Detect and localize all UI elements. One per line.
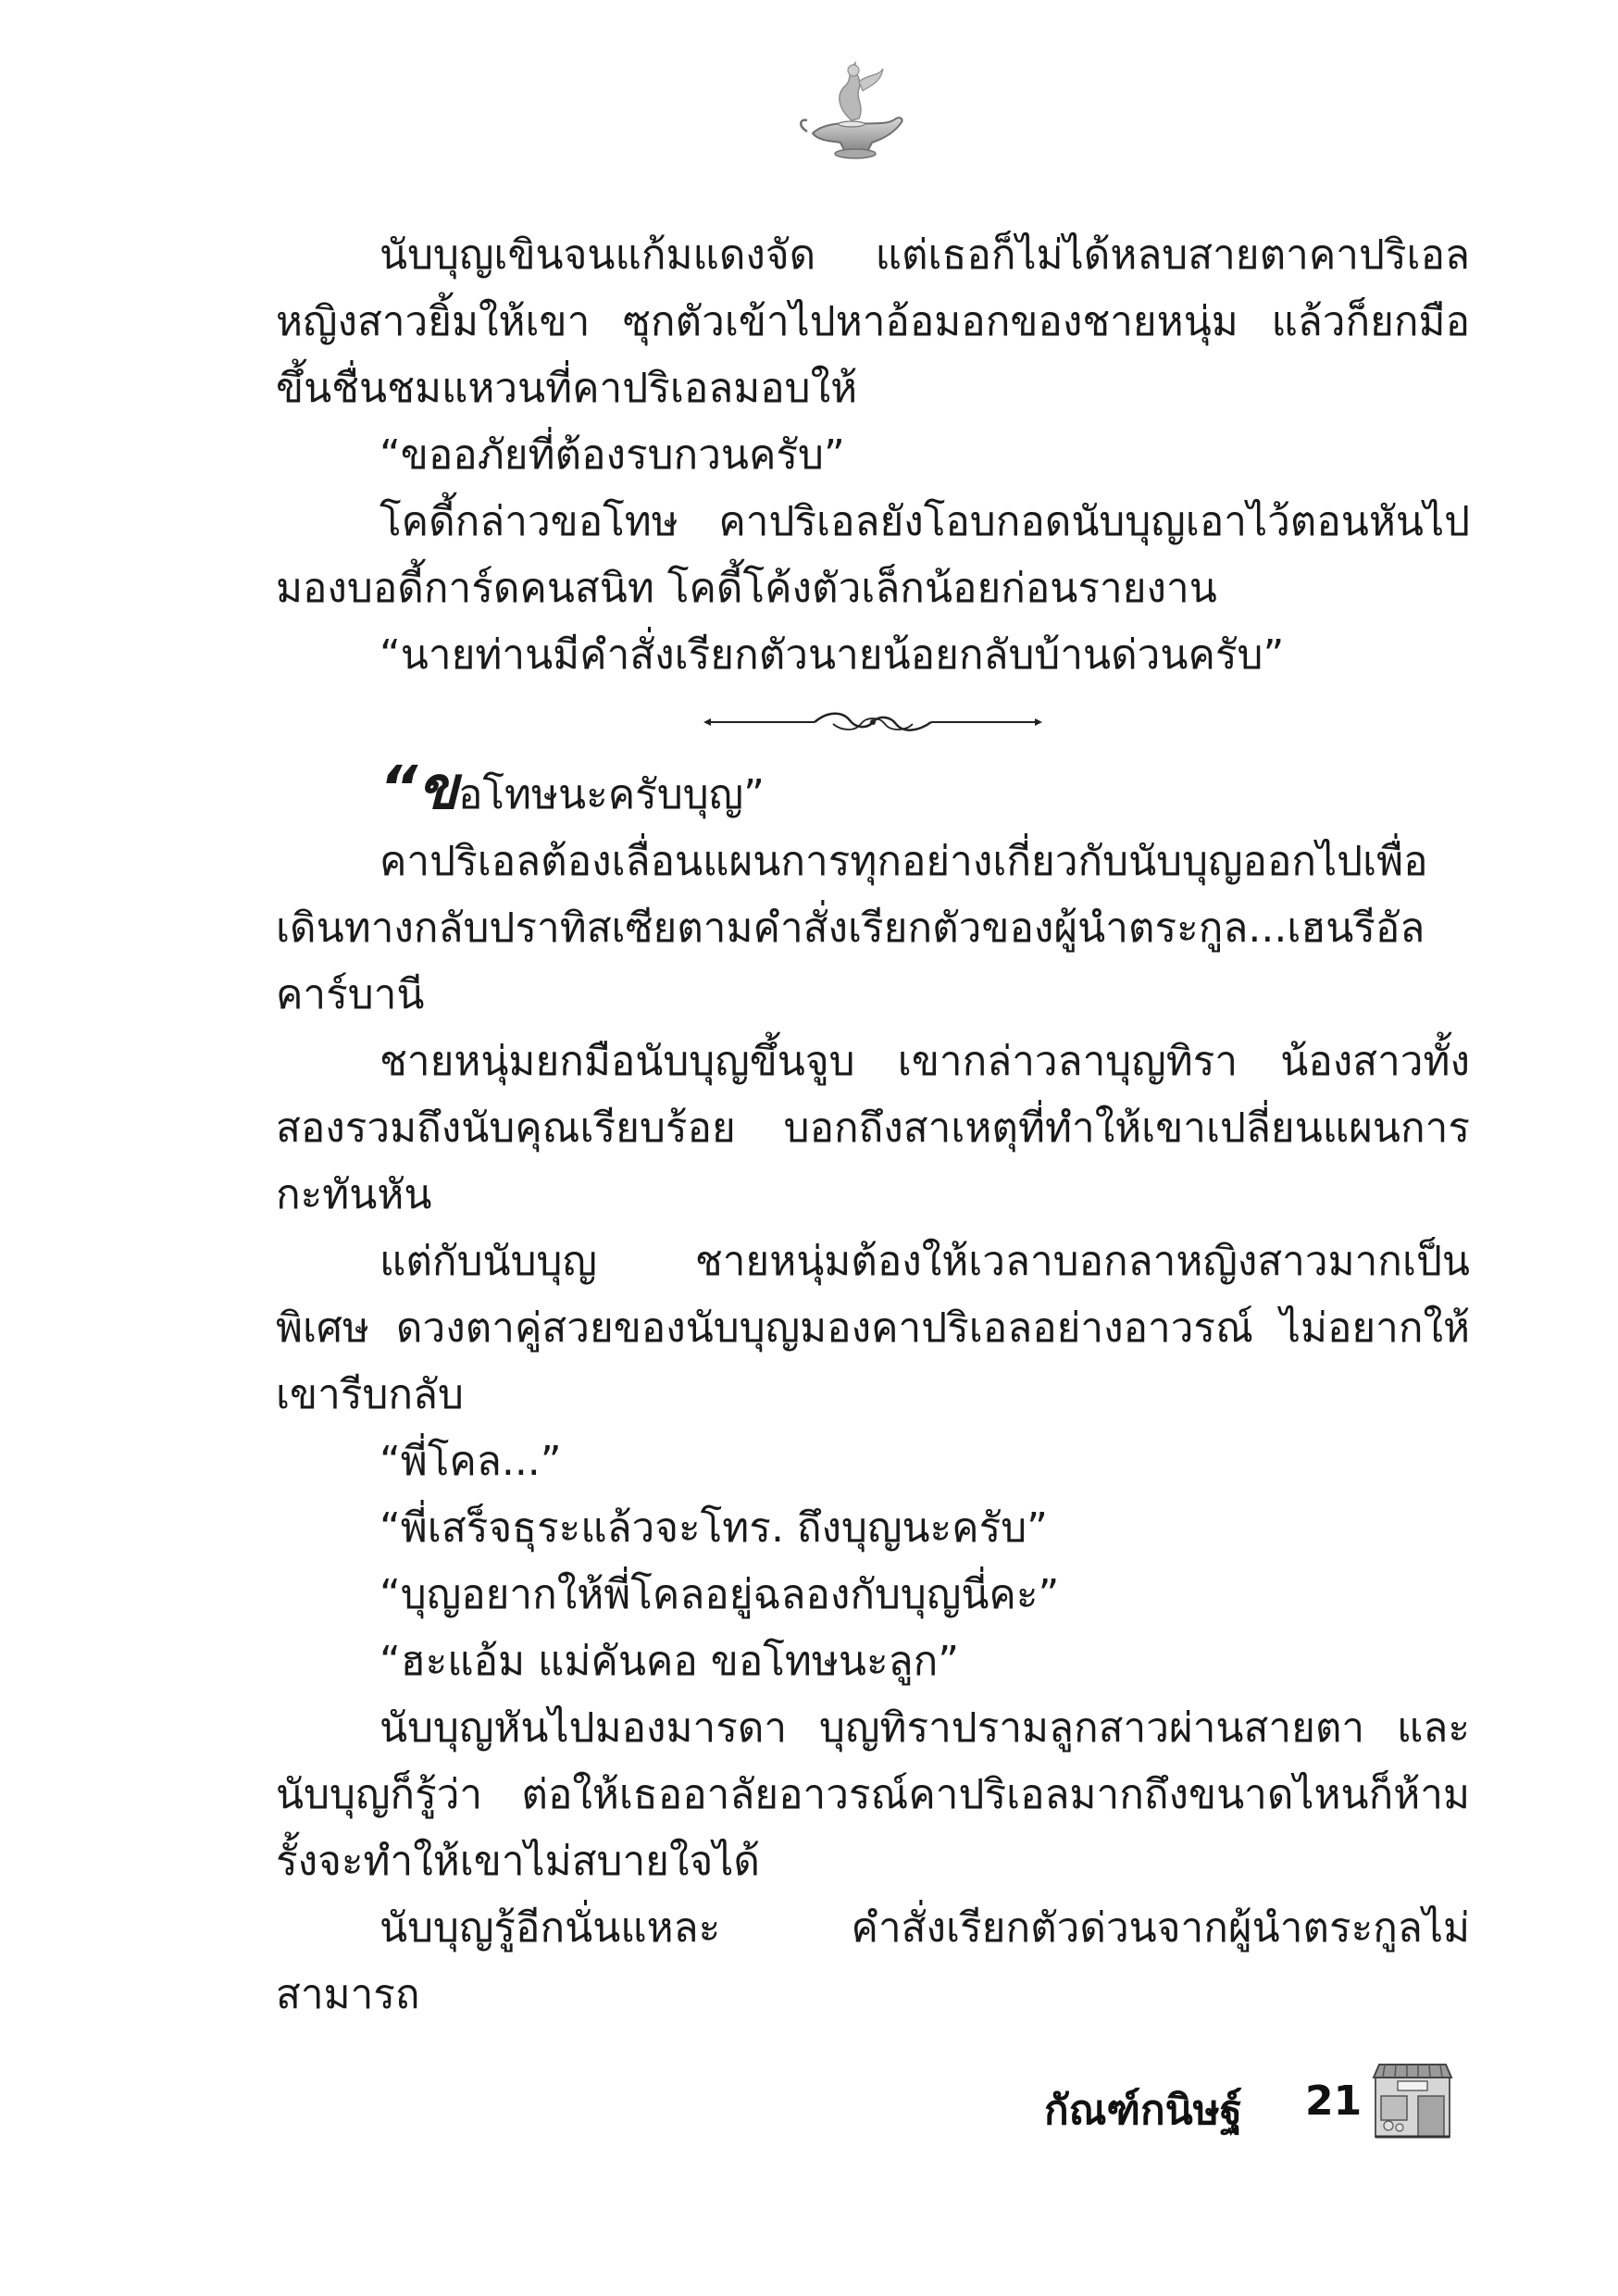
- paragraph: “ขออภัยที่ต้องรบกวนครับ”: [380, 431, 845, 479]
- footer-author: กัณฑ์กนิษฐ์: [1044, 2087, 1242, 2134]
- lamp-ornament-icon: [794, 54, 915, 174]
- flourish-divider-icon: [703, 704, 1042, 741]
- paragraph: นับบุญเขินจนแก้มแดงจัด แต่เธอก็ไม่ได้หลบสายตาคาปริเอล หญิงสาวยิ้มให้เขา ซุกตัวเข้าไปหาอ้อมอกของชายหนุ่ม แล้วก็ยกมือขึ้นชื่นชมแหวนที่คาปริเอลมอบให้: [276, 231, 1470, 412]
- paragraph: คาปริเอลต้องเลื่อนแผนการทุกอย่างเกี่ยวกับนับบุญออกไปเพื่อเดินทางกลับปราทิสเซียตามคำสั่งเรียกตัวของผู้นำตระกูล...เฮนรีอัล คาร์บานี: [276, 838, 1428, 1018]
- chapter-opening: [276, 755, 1470, 829]
- opening-quote-mark: “: [380, 755, 418, 823]
- paragraph: นับบุญรู้อีกนั่นแหละ คำสั่งเรียกตัวด่วนจากผู้นำตระกูลไม่สามารถ: [276, 1904, 1470, 2018]
- opening-rest: อโทษนะครับบุญ”: [457, 771, 765, 818]
- drop-cap: ข: [417, 755, 458, 823]
- paragraph: แต่กับนับบุญ ชายหนุ่มต้องให้เวลาบอกลาหญิงสาวมากเป็นพิเศษ ดวงตาคู่สวยของนับบุญมองคาปริเอลอย่างอาวรณ์ ไม่อยากให้เขารีบกลับ: [276, 1238, 1470, 1418]
- paragraph: ชายหนุ่มยกมือนับบุญขึ้นจูบ เขากล่าวลาบุญทิรา น้องสาวทั้งสองรวมถึงนับคุณเรียบร้อย บอกถึงสาเหตุที่ทำให้เขาเปลี่ยนแผนการกะทันหัน: [276, 1038, 1470, 1218]
- paragraph: “นายท่านมีคำสั่งเรียกตัวนายน้อยกลับบ้านด่วนครับ”: [380, 631, 1285, 679]
- paragraph: “ฮะแอ้ม แม่คันคอ ขอโทษนะลูก”: [380, 1638, 960, 1685]
- storefront-logo-icon: [1370, 2057, 1455, 2142]
- paragraph: “พี่เสร็จธุระแล้วจะโทร. ถึงบุญนะครับ”: [380, 1504, 1048, 1552]
- paragraph: นับบุญหันไปมองมารดา บุญทิราปรามลูกสาวผ่านสายตา และนับบุญก็รู้ว่า ต่อให้เธออาลัยอาวรณ์คาปริเอลมากถึงขนาดไหนก็ห้ามรั้งจะทำให้เขาไม่สบายใจได้: [276, 1704, 1470, 1885]
- section-divider: [276, 689, 1470, 755]
- paragraph: “บุญอยากให้พี่โคลอยู่ฉลองกับบุญนี่คะ”: [380, 1571, 1060, 1618]
- paragraph: “พี่โคล...”: [380, 1438, 562, 1485]
- body-text: [276, 222, 1470, 2028]
- paragraph: โคดี้กล่าวขอโทษ คาปริเอลยังโอบกอดนับบุญเอาไว้ตอนหันไปมองบอดี้การ์ดคนสนิท โคดี้โค้งตัวเล็กน้อยก่อนรายงาน: [276, 498, 1470, 612]
- page-number: 21: [1305, 2078, 1363, 2125]
